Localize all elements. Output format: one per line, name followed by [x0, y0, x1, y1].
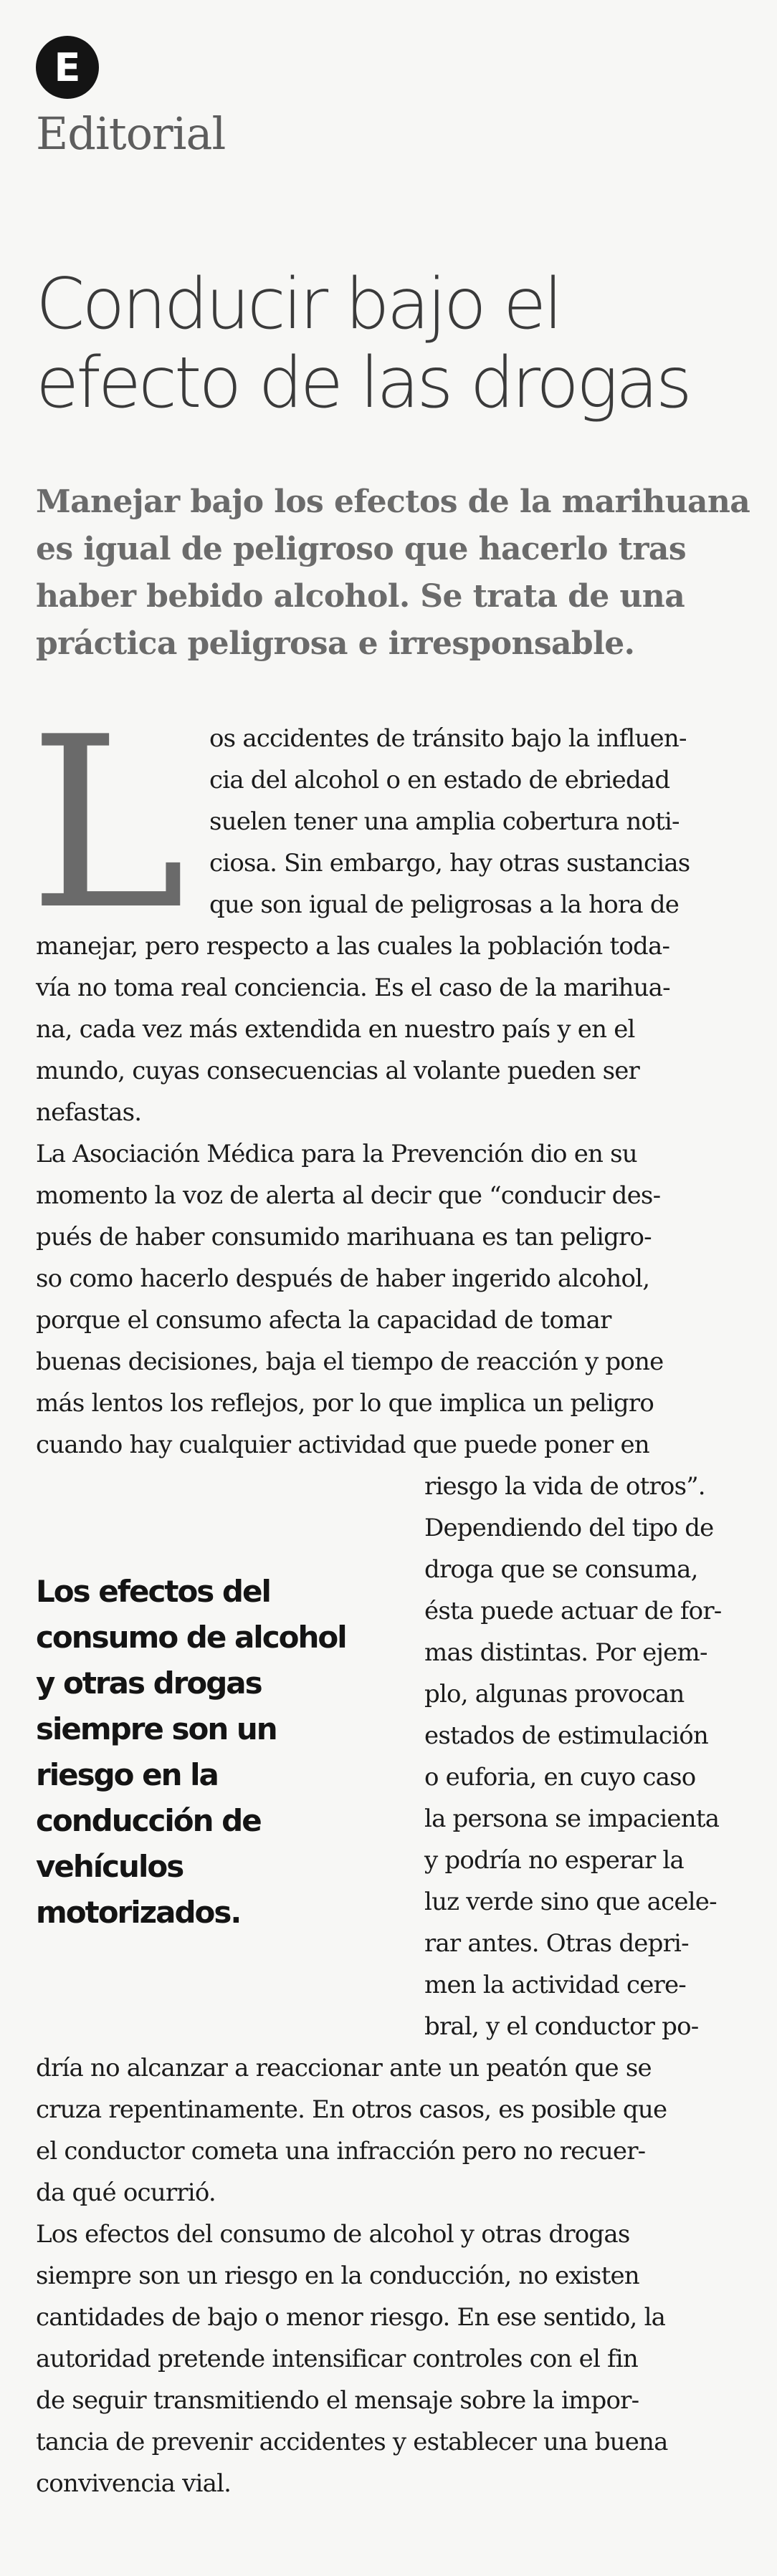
body-line: vía no toma real conciencia. Es el caso de la marihua-	[36, 974, 670, 1002]
pull-quote	[36, 1569, 380, 1936]
drop-cap: L	[29, 686, 186, 961]
body-line: Dependiendo del tipo de	[424, 1514, 714, 1542]
body-line: os accidentes de tránsito bajo la influen-	[209, 724, 687, 753]
body-line: droga que se consuma,	[424, 1555, 698, 1584]
body-line: manejar, pero respecto a las cuales la población toda-	[36, 932, 670, 961]
pull-quote-line: y otras drogas	[36, 1666, 262, 1701]
headline-line: efecto de las drogas	[36, 342, 690, 424]
pull-quote-line: riesgo en la	[36, 1757, 218, 1792]
body-line: de seguir transmitiendo el mensaje sobre la impor-	[36, 2386, 639, 2415]
body-line: Los efectos del consumo de alcohol y otras drogas	[36, 2220, 630, 2249]
body-line: mundo, cuyas consecuencias al volante pueden ser	[36, 1057, 639, 1085]
body-line: bral, y el conductor po-	[424, 2012, 699, 2041]
body-line: La Asociación Médica para la Prevención dio en su	[36, 1140, 637, 1168]
body-line: plo, algunas provocan	[424, 1680, 685, 1708]
section-label: Editorial	[36, 107, 226, 160]
body-line: cantidades de bajo o menor riesgo. En ese sentido, la	[36, 2303, 666, 2332]
pull-quote-line: Los efectos del	[36, 1574, 270, 1609]
body-line: mas distintas. Por ejem-	[424, 1638, 707, 1667]
body-line: pués de haber consumido marihuana es tan peligro-	[36, 1223, 652, 1251]
body-line: cuando hay cualquier actividad que puede poner en	[36, 1431, 649, 1459]
body-line: ésta puede actuar de for-	[424, 1597, 722, 1625]
body-line: riesgo la vida de otros”.	[424, 1472, 705, 1501]
body-line: o euforia, en cuyo caso	[424, 1763, 696, 1792]
body-line: ciosa. Sin embargo, hay otras sustancias	[209, 849, 690, 878]
headline-line: Conducir bajo el	[36, 264, 561, 345]
body-line: la persona se impacienta	[424, 1804, 720, 1833]
body-line: autoridad pretende intensificar controles con el fin	[36, 2345, 638, 2373]
body-line: que son igual de peligrosas a la hora de	[209, 890, 680, 919]
editorial-badge-icon: E	[36, 36, 99, 99]
pull-quote-line: vehículos	[36, 1849, 183, 1884]
body-line: porque el consumo afecta la capacidad de tomar	[36, 1306, 611, 1335]
body-line: convivencia vial.	[36, 2469, 232, 2498]
body-line: estados de estimulación	[424, 1721, 708, 1750]
pull-quote-line: consumo de alcohol	[36, 1620, 346, 1655]
body-line: más lentos los reflejos, por lo que implica un peligro	[36, 1389, 654, 1418]
subhead-line: haber bebido alcohol. Se trata de una	[36, 578, 685, 615]
body-line: luz verde sino que acele-	[424, 1888, 717, 1916]
pull-quote-line: conducción de	[36, 1803, 261, 1838]
body-line: na, cada vez más extendida en nuestro país y en el	[36, 1015, 635, 1044]
subhead-line: práctica peligrosa e irresponsable.	[36, 625, 635, 662]
subhead-line: Manejar bajo los efectos de la marihuana	[36, 484, 750, 520]
subhead	[36, 479, 753, 668]
pull-quote-line: siempre son un	[36, 1711, 277, 1746]
pull-quote-line: motorizados.	[36, 1895, 241, 1930]
body-line: suelen tener una amplia cobertura noti-	[209, 807, 680, 836]
body-line: momento la voz de alerta al decir que “conducir des-	[36, 1181, 661, 1210]
body-line: men la actividad cere-	[424, 1971, 686, 1999]
body-line: cia del alcohol o en estado de ebriedad	[209, 766, 670, 794]
body-line: nefastas.	[36, 1098, 142, 1127]
body-line: siempre son un riesgo en la conducción, no existen	[36, 2262, 639, 2290]
body-line: rar antes. Otras depri-	[424, 1929, 689, 1958]
body-line: tancia de prevenir accidentes y establecer una buena	[36, 2428, 668, 2456]
body-line: buenas decisiones, baja el tiempo de reacción y pone	[36, 1347, 664, 1376]
subhead-line: es igual de peligroso que hacerlo tras	[36, 531, 687, 567]
headline	[36, 265, 753, 423]
body-line: y podría no esperar la	[424, 1846, 684, 1875]
body-line: so como hacerlo después de haber ingerido alcohol,	[36, 1264, 650, 1293]
body-line: da qué ocurrió.	[36, 2178, 216, 2207]
body-line: dría no alcanzar a reaccionar ante un peatón que se	[36, 2054, 652, 2082]
body-line: el conductor cometa una infracción pero no recuer-	[36, 2137, 646, 2166]
body-line: cruza repentinamente. En otros casos, es posible que	[36, 2095, 667, 2124]
